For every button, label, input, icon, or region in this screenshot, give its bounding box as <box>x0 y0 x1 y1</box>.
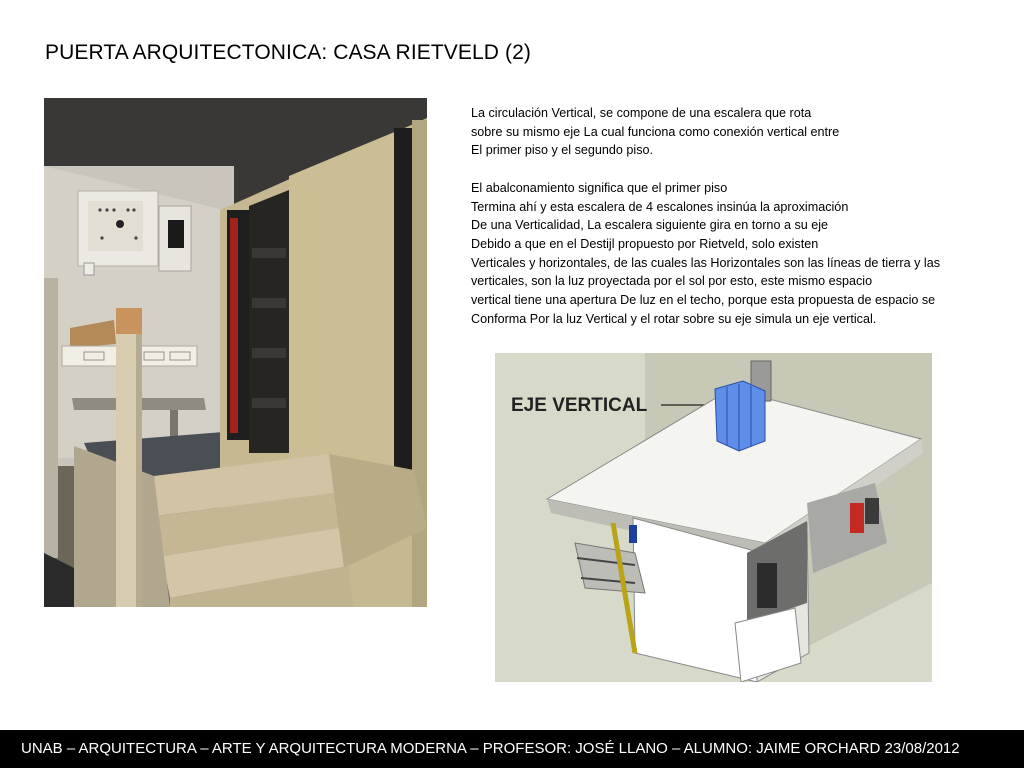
description-line: Debido a que en el Destijl propuesto por Rietveld, solo existen <box>471 236 819 251</box>
description-line: La circulación Vertical, se compone de una escalera que rota <box>471 106 812 120</box>
description-line: El abalconamiento significa que el primer piso <box>471 180 728 195</box>
description-line: sobre su mismo eje La cual funciona como conexión vertical entre <box>471 124 840 139</box>
description-line: Termina ahí y esta escalera de 4 escalones insinúa la aproximación <box>471 199 849 214</box>
description-line: verticales, son la luz proyectada por el sol por esto, este mismo espacio <box>471 274 873 289</box>
description-line: De una Verticalidad, La escalera siguiente gira en torno a su eje <box>471 218 829 233</box>
slide-title: PUERTA ARQUITECTONICA: CASA RIETVELD (2) <box>45 41 531 64</box>
staircase-interior-photo <box>44 98 427 607</box>
vertical-axis-diagram <box>495 353 932 682</box>
description-line: Verticales y horizontales, de las cuales las Horizontales son las líneas de tierra y las <box>471 255 940 270</box>
eje-vertical-label: EJE VERTICAL <box>511 395 648 416</box>
footer-bar: UNAB – ARQUITECTURA – ARTE Y ARQUITECTURA MODERNA – PROFESOR: JOSÉ LLANO – ALUMNO: JAIME ORCHARD 23/08/2012 <box>0 730 1024 768</box>
paragraph-gap <box>471 160 1011 179</box>
description-line: Conforma Por la luz Vertical y el rotar sobre su eje simula un eje vertical. <box>471 311 877 326</box>
description-line: El primer piso y el segundo piso. <box>471 143 654 158</box>
description-text <box>471 104 1011 328</box>
description-line: vertical tiene una apertura De luz en el techo, porque esta propuesta de espacio se <box>471 293 936 308</box>
